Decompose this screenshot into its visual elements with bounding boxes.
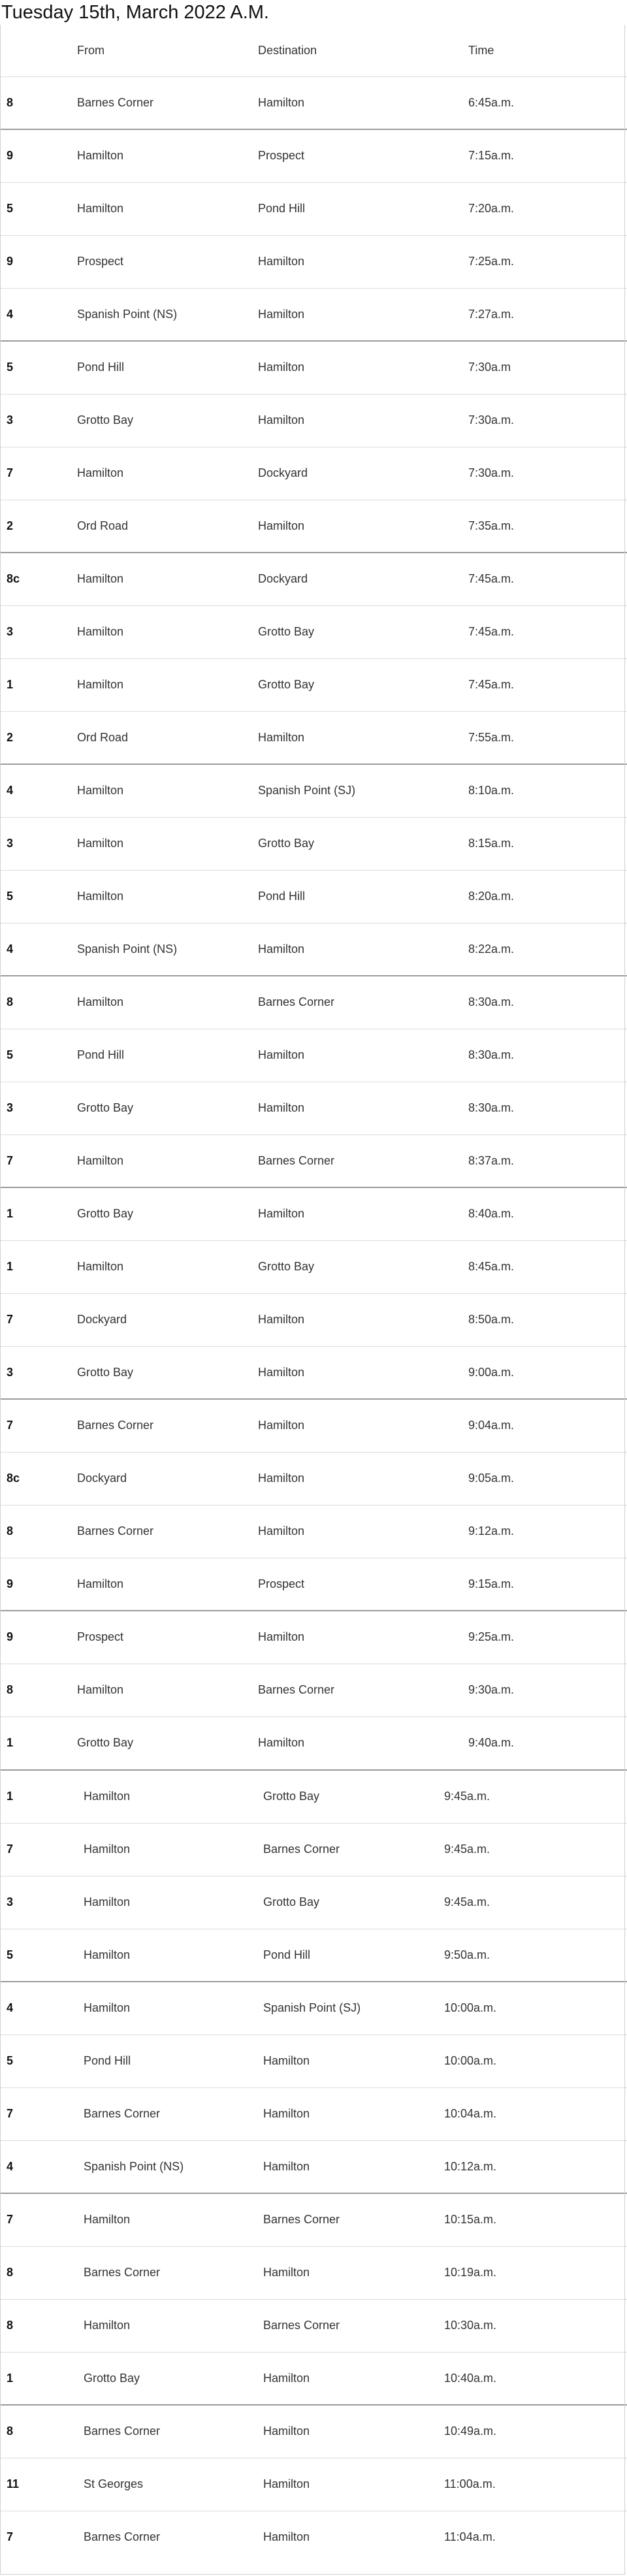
table-row <box>0 1346 627 1399</box>
page-title: Tuesday 15th, March 2022 A.M. <box>1 2 269 23</box>
destination-cell: Pond Hill <box>258 182 468 235</box>
time-cell: 8:40a.m. <box>468 1187 627 1240</box>
from-cell: Hamilton <box>84 2193 263 2246</box>
destination-cell: Prospect <box>258 1558 468 1611</box>
table-row <box>0 2405 627 2458</box>
from-cell: Prospect <box>77 1611 258 1664</box>
schedule-body-a <box>0 25 627 1769</box>
destination-cell: Hamilton <box>258 76 468 129</box>
table-row <box>0 2299 627 2352</box>
route-cell: 9 <box>0 1611 77 1664</box>
time-cell: 9:04a.m. <box>468 1399 627 1452</box>
route-cell: 5 <box>0 1929 84 1982</box>
destination-cell: Hamilton <box>263 2352 444 2405</box>
table-row <box>0 1929 627 1982</box>
from-cell: Hamilton <box>77 1135 258 1187</box>
time-cell: 7:45a.m. <box>468 553 627 605</box>
route-cell: 4 <box>0 923 77 976</box>
from-cell: Grotto Bay <box>77 394 258 447</box>
route-cell: 8 <box>0 1664 77 1716</box>
route-cell: 4 <box>0 764 77 817</box>
destination-cell: Hamilton <box>258 1399 468 1452</box>
from-cell: Hamilton <box>84 2299 263 2352</box>
table-row <box>0 1029 627 1082</box>
from-cell: Pond Hill <box>77 341 258 394</box>
from-cell: Hamilton <box>77 605 258 658</box>
route-cell: 8 <box>0 2405 84 2458</box>
route-cell: 3 <box>0 817 77 870</box>
time-cell: 8:15a.m. <box>468 817 627 870</box>
time-cell: 9:45a.m. <box>444 1770 627 1823</box>
table-row <box>0 1611 627 1664</box>
table-row <box>0 1876 627 1929</box>
time-cell: 10:00a.m. <box>444 1982 627 2035</box>
destination-cell: Barnes Corner <box>258 1664 468 1716</box>
table-row <box>0 1187 627 1240</box>
table-row <box>0 658 627 711</box>
from-cell: Prospect <box>77 235 258 288</box>
route-cell: 9 <box>0 1558 77 1611</box>
destination-cell: Hamilton <box>258 923 468 976</box>
destination-cell: Spanish Point (SJ) <box>263 1982 444 2035</box>
route-cell: 7 <box>0 2193 84 2246</box>
from-cell: Hamilton <box>77 658 258 711</box>
from-cell: Hamilton <box>84 1982 263 2035</box>
route-cell: 9 <box>0 235 77 288</box>
route-cell: 3 <box>0 605 77 658</box>
time-cell: 6:45a.m. <box>468 76 627 129</box>
from-cell: Spanish Point (NS) <box>84 2140 263 2193</box>
table-row <box>0 976 627 1029</box>
route-cell: 5 <box>0 182 77 235</box>
destination-cell: Spanish Point (SJ) <box>258 764 468 817</box>
table-row <box>0 341 627 394</box>
destination-cell: Hamilton <box>263 2458 444 2511</box>
table-row <box>0 1399 627 1452</box>
table-row <box>0 2087 627 2140</box>
from-cell: Hamilton <box>77 447 258 500</box>
destination-cell: Hamilton <box>258 1716 468 1769</box>
from-cell: Hamilton <box>77 553 258 605</box>
time-cell: 9:25a.m. <box>468 1611 627 1664</box>
table-row <box>0 764 627 817</box>
from-cell: Spanish Point (NS) <box>77 923 258 976</box>
destination-cell: Hamilton <box>258 394 468 447</box>
table-row <box>0 1082 627 1135</box>
route-cell: 1 <box>0 658 77 711</box>
table-row <box>0 2458 627 2511</box>
time-cell: 11:04a.m. <box>444 2511 627 2564</box>
time-cell: 10:00a.m. <box>444 2035 627 2087</box>
route-cell: 4 <box>0 288 77 341</box>
route-cell: 3 <box>0 1346 77 1399</box>
time-cell: 7:15a.m. <box>468 129 627 182</box>
destination-cell: Grotto Bay <box>263 1876 444 1929</box>
destination-cell: Prospect <box>258 129 468 182</box>
destination-cell: Hamilton <box>258 1029 468 1082</box>
time-cell: 8:30a.m. <box>468 1029 627 1082</box>
route-cell: 8c <box>0 1452 77 1505</box>
route-cell: 7 <box>0 1135 77 1187</box>
time-cell: 11:00a.m. <box>444 2458 627 2511</box>
table-row <box>0 182 627 235</box>
from-cell: Ord Road <box>77 711 258 764</box>
route-cell: 7 <box>0 447 77 500</box>
destination-cell: Grotto Bay <box>258 658 468 711</box>
destination-cell: Dockyard <box>258 447 468 500</box>
route-cell: 7 <box>0 1293 77 1346</box>
route-cell: 8c <box>0 553 77 605</box>
from-cell: Hamilton <box>84 1823 263 1876</box>
time-cell: 9:12a.m. <box>468 1505 627 1558</box>
from-cell: Grotto Bay <box>84 2352 263 2405</box>
time-cell: 9:05a.m. <box>468 1452 627 1505</box>
destination-cell: Hamilton <box>263 2246 444 2299</box>
from-cell: Hamilton <box>84 1770 263 1823</box>
time-cell: 10:19a.m. <box>444 2246 627 2299</box>
time-cell: 9:15a.m. <box>468 1558 627 1611</box>
time-cell: 7:20a.m. <box>468 182 627 235</box>
from-cell: Barnes Corner <box>84 2405 263 2458</box>
from-cell: Hamilton <box>84 1929 263 1982</box>
destination-cell: Grotto Bay <box>258 1240 468 1293</box>
schedule-body-b <box>0 1770 627 2564</box>
route-cell: 7 <box>0 2087 84 2140</box>
route-cell: 3 <box>0 1876 84 1929</box>
time-cell: 7:55a.m. <box>468 711 627 764</box>
table-row <box>0 2140 627 2193</box>
time-cell: 7:30a.m. <box>468 394 627 447</box>
destination-cell: Hamilton <box>263 2035 444 2087</box>
table-row <box>0 288 627 341</box>
route-cell: 8 <box>0 2299 84 2352</box>
route-cell: 1 <box>0 1187 77 1240</box>
destination-cell: Pond Hill <box>263 1929 444 1982</box>
table-row <box>0 1558 627 1611</box>
route-cell: 2 <box>0 500 77 553</box>
route-cell: 3 <box>0 394 77 447</box>
time-cell: 8:45a.m. <box>468 1240 627 1293</box>
destination-cell: Barnes Corner <box>258 1135 468 1187</box>
table-row <box>0 1452 627 1505</box>
from-cell: Hamilton <box>77 976 258 1029</box>
destination-cell: Hamilton <box>258 288 468 341</box>
from-cell: Hamilton <box>77 817 258 870</box>
header-route <box>0 25 77 76</box>
header-destination: Destination <box>258 43 317 57</box>
table-row <box>0 447 627 500</box>
route-cell: 7 <box>0 1399 77 1452</box>
table-row <box>0 1823 627 1876</box>
table-row <box>0 1982 627 2035</box>
time-cell: 7:45a.m. <box>468 658 627 711</box>
table-row <box>0 500 627 553</box>
destination-cell: Hamilton <box>258 341 468 394</box>
time-cell: 9:30a.m. <box>468 1664 627 1716</box>
table-header-row <box>0 25 627 76</box>
destination-cell: Hamilton <box>258 500 468 553</box>
time-cell: 7:45a.m. <box>468 605 627 658</box>
destination-cell: Hamilton <box>263 2405 444 2458</box>
time-cell: 9:45a.m. <box>444 1823 627 1876</box>
table-row <box>0 1293 627 1346</box>
route-cell: 8 <box>0 1505 77 1558</box>
from-cell: Pond Hill <box>77 1029 258 1082</box>
destination-cell: Hamilton <box>258 1293 468 1346</box>
route-cell: 7 <box>0 2511 84 2564</box>
time-cell: 7:27a.m. <box>468 288 627 341</box>
route-cell: 1 <box>0 1770 84 1823</box>
time-cell: 8:20a.m. <box>468 870 627 923</box>
time-cell: 7:30a.m. <box>468 447 627 500</box>
time-cell: 9:50a.m. <box>444 1929 627 1982</box>
table-row <box>0 2246 627 2299</box>
time-cell: 8:30a.m. <box>468 1082 627 1135</box>
time-cell: 7:35a.m. <box>468 500 627 553</box>
table-row <box>0 76 627 129</box>
route-cell: 4 <box>0 2140 84 2193</box>
table-row <box>0 1770 627 1823</box>
from-cell: Barnes Corner <box>77 1505 258 1558</box>
route-cell: 5 <box>0 870 77 923</box>
route-cell: 7 <box>0 1823 84 1876</box>
from-cell: Hamilton <box>77 1240 258 1293</box>
table-row <box>0 2352 627 2405</box>
destination-cell: Hamilton <box>263 2140 444 2193</box>
route-cell: 11 <box>0 2458 84 2511</box>
from-cell: Grotto Bay <box>77 1082 258 1135</box>
route-cell: 8 <box>0 976 77 1029</box>
from-cell: Hamilton <box>77 870 258 923</box>
route-cell: 2 <box>0 711 77 764</box>
destination-cell: Barnes Corner <box>263 2193 444 2246</box>
table-row <box>0 1240 627 1293</box>
table-row <box>0 605 627 658</box>
time-cell: 9:45a.m. <box>444 1876 627 1929</box>
destination-cell: Dockyard <box>258 553 468 605</box>
table-row <box>0 2193 627 2246</box>
time-cell: 8:10a.m. <box>468 764 627 817</box>
time-cell: 7:30a.m <box>468 341 627 394</box>
route-cell: 5 <box>0 1029 77 1082</box>
table-row <box>0 235 627 288</box>
destination-cell: Hamilton <box>258 1082 468 1135</box>
from-cell: Grotto Bay <box>77 1716 258 1769</box>
time-cell: 8:22a.m. <box>468 923 627 976</box>
table-row <box>0 923 627 976</box>
route-cell: 1 <box>0 1240 77 1293</box>
from-cell: Pond Hill <box>84 2035 263 2087</box>
from-cell: Hamilton <box>77 1664 258 1716</box>
destination-cell: Grotto Bay <box>263 1770 444 1823</box>
destination-cell: Grotto Bay <box>258 817 468 870</box>
destination-cell: Hamilton <box>258 1505 468 1558</box>
time-cell: 10:04a.m. <box>444 2087 627 2140</box>
route-cell: 4 <box>0 1982 84 2035</box>
header-time: Time <box>468 43 494 57</box>
table-row <box>0 2511 627 2564</box>
time-cell: 10:40a.m. <box>444 2352 627 2405</box>
route-cell: 9 <box>0 129 77 182</box>
table-row <box>0 2035 627 2087</box>
destination-cell: Barnes Corner <box>263 2299 444 2352</box>
destination-cell: Hamilton <box>258 1346 468 1399</box>
route-cell: 1 <box>0 1716 77 1769</box>
destination-cell: Hamilton <box>263 2087 444 2140</box>
from-cell: Hamilton <box>77 1558 258 1611</box>
table-row <box>0 870 627 923</box>
time-cell: 10:15a.m. <box>444 2193 627 2246</box>
destination-cell: Barnes Corner <box>258 976 468 1029</box>
destination-cell: Hamilton <box>258 1187 468 1240</box>
time-cell: 10:49a.m. <box>444 2405 627 2458</box>
table-row <box>0 1716 627 1769</box>
from-cell: Hamilton <box>84 1876 263 1929</box>
destination-cell: Hamilton <box>258 1452 468 1505</box>
from-cell: Dockyard <box>77 1293 258 1346</box>
table-row <box>0 129 627 182</box>
from-cell: Grotto Bay <box>77 1346 258 1399</box>
destination-cell: Hamilton <box>263 2511 444 2564</box>
from-cell: Barnes Corner <box>77 76 258 129</box>
route-cell: 8 <box>0 76 77 129</box>
from-cell: Barnes Corner <box>84 2087 263 2140</box>
from-cell: Ord Road <box>77 500 258 553</box>
from-cell: Grotto Bay <box>77 1187 258 1240</box>
destination-cell: Grotto Bay <box>258 605 468 658</box>
from-cell: Dockyard <box>77 1452 258 1505</box>
schedule-table-late-morning <box>0 1769 627 2564</box>
destination-cell: Hamilton <box>258 1611 468 1664</box>
time-cell: 10:30a.m. <box>444 2299 627 2352</box>
time-cell: 9:40a.m. <box>468 1716 627 1769</box>
table-row <box>0 711 627 764</box>
route-cell: 5 <box>0 341 77 394</box>
time-cell: 7:25a.m. <box>468 235 627 288</box>
header-from: From <box>77 43 104 57</box>
from-cell: Barnes Corner <box>84 2246 263 2299</box>
route-cell: 5 <box>0 2035 84 2087</box>
from-cell: Hamilton <box>77 764 258 817</box>
time-cell: 10:12a.m. <box>444 2140 627 2193</box>
from-cell: St Georges <box>84 2458 263 2511</box>
table-row <box>0 817 627 870</box>
table-row <box>0 1135 627 1187</box>
destination-cell: Pond Hill <box>258 870 468 923</box>
destination-cell: Barnes Corner <box>263 1823 444 1876</box>
from-cell: Barnes Corner <box>84 2511 263 2564</box>
table-row <box>0 1505 627 1558</box>
route-cell: 8 <box>0 2246 84 2299</box>
table-row <box>0 394 627 447</box>
from-cell: Barnes Corner <box>77 1399 258 1452</box>
time-cell: 8:37a.m. <box>468 1135 627 1187</box>
from-cell: Hamilton <box>77 129 258 182</box>
route-cell: 1 <box>0 2352 84 2405</box>
table-row <box>0 1664 627 1716</box>
time-cell: 8:30a.m. <box>468 976 627 1029</box>
destination-cell: Hamilton <box>258 711 468 764</box>
route-cell: 3 <box>0 1082 77 1135</box>
time-cell: 8:50a.m. <box>468 1293 627 1346</box>
schedule-table-morning <box>0 25 627 1769</box>
time-cell: 9:00a.m. <box>468 1346 627 1399</box>
table-row <box>0 553 627 605</box>
from-cell: Hamilton <box>77 182 258 235</box>
destination-cell: Hamilton <box>258 235 468 288</box>
from-cell: Spanish Point (NS) <box>77 288 258 341</box>
